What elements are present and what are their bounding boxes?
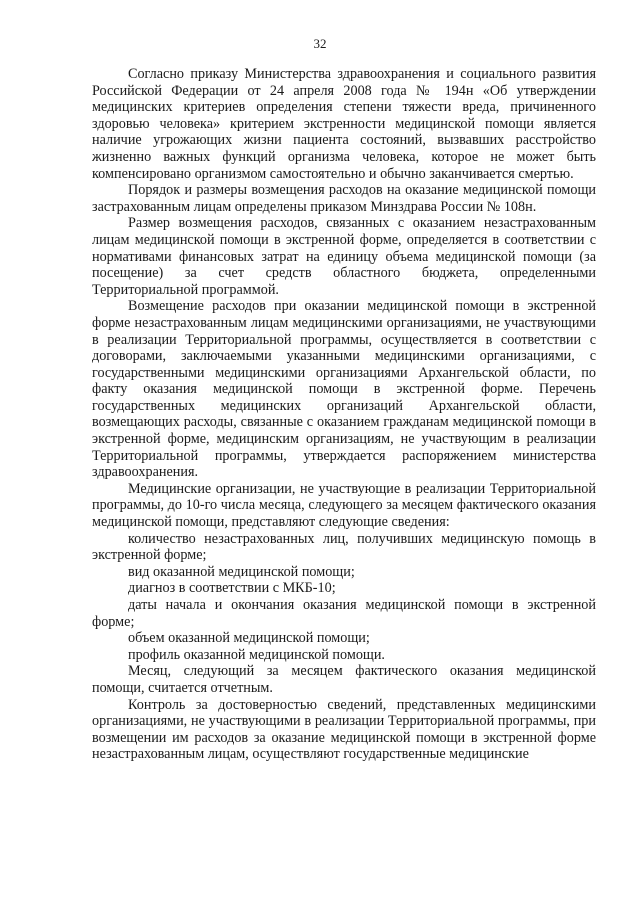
- list-item-dates: даты начала и окончания оказания медицинской помощи в экстренной форме;: [92, 597, 596, 630]
- list-item-diagnosis: диагноз в соответствии с МКБ-10;: [128, 580, 336, 597]
- paragraph-reporting-month: Месяц, следующий за месяцем фактического оказания медицинской помощи, считается отчетным.: [92, 663, 596, 696]
- document-body: [92, 66, 596, 763]
- paragraph-emergency-criteria: Согласно приказу Министерства здравоохранения и социального развития Российской Федерации от 24 апреля 2008 года № 194н «Об утверждении медицинских критериев определения степени тяжести вреда, причиненного здоровью человека» критерием экстренности медицинской помощи является наличие угрожающих жизни пациента состояний, вызвавших расстройство жизненно важных функций организма человека, которое не может быть компенсировано организмом самостоятельно и обычно заканчивается смертью.: [92, 66, 596, 182]
- list-item-volume: объем оказанной медицинской помощи;: [128, 630, 370, 647]
- paragraph-control: Контроль за достоверностью сведений, представленных медицинскими организациями, не участвующими в реализации Территориальной программы, при возмещении им расходов за оказание медицинской помощи в экстренной форме незастрахованным лицам, осуществляют государственные медицинские: [92, 696, 596, 763]
- paragraph-reimbursement-amount: Размер возмещения расходов, связанных с оказанием незастрахованным лицам медицинской помощи в экстренной форме, определяется в соответствии с нормативами финансовых затрат на единицу объема медицинской помощи (за посещение) за счет средств областного бюджета, определенными Территориальной программой.: [92, 215, 596, 298]
- list-item-patient-count: количество незастрахованных лиц, получивших медицинскую помощь в экстренной форме;: [92, 530, 596, 564]
- page-number: 32: [313, 36, 327, 51]
- list-item-care-type: вид оказанной медицинской помощи;: [128, 563, 355, 580]
- list-item-profile: профиль оказанной медицинской помощи.: [128, 646, 385, 663]
- paragraph-reporting-requirements: Медицинские организации, не участвующие в реализации Территориальной программы, до 10-го числа месяца, следующего за месяцем фактического оказания медицинской помощи, представляют следующие сведения:: [92, 480, 596, 531]
- paragraph-reimbursement-procedure: Возмещение расходов при оказании медицинской помощи в экстренной форме незастрахованным лицам медицинскими организациями, не участвующими в реализации Территориальной программы, осуществляется в соответствии с договорами, заключаемыми указанными медицинскими организациями, с государственными медицинскими организациями Архангельской области, по факту оказания медицинской помощи в экстренной форме. Перечень государственных медицинских организаций Архангельской области, возмещающих расходы, связанные с оказанием гражданам медицинской помощи в экстренной форме, медицинским организациям, не участвующим в реализации Территориальной программы, утверждается распоряжением министерства здравоохранения.: [92, 298, 596, 481]
- paragraph-reimbursement-order: Порядок и размеры возмещения расходов на оказание медицинской помощи застрахованным лицам определены приказом Минздрава России № 108н.: [92, 182, 596, 215]
